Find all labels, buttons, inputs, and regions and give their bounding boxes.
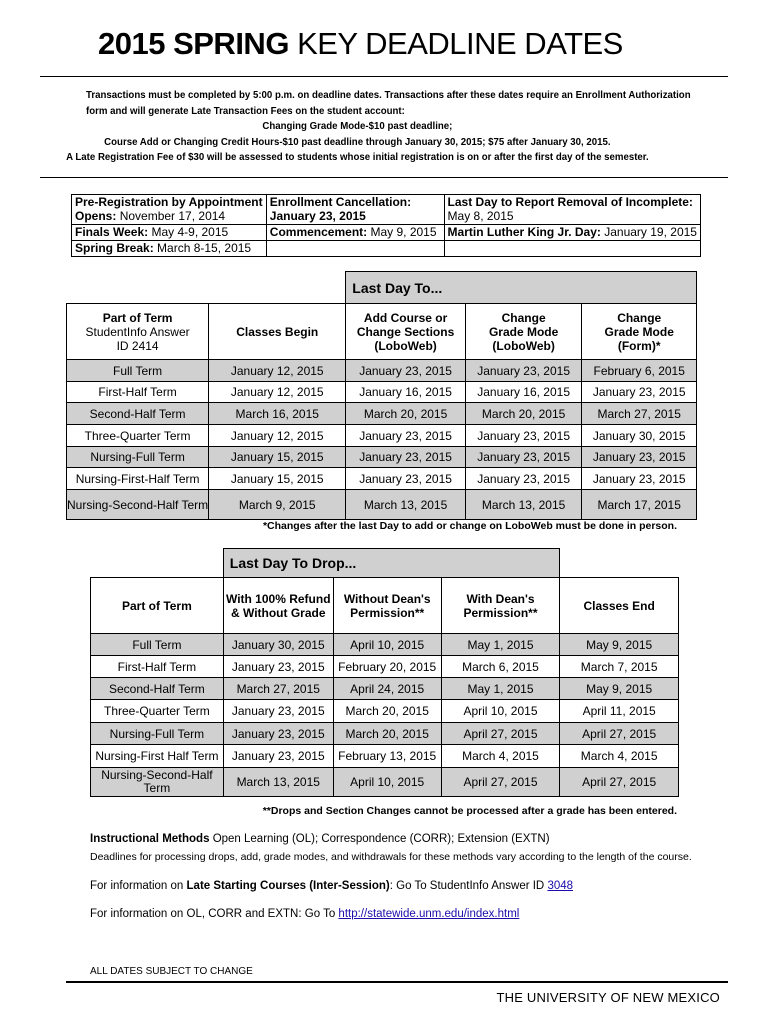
drop-table (90, 548, 679, 797)
date-cell: March 20, 2015 (333, 700, 441, 723)
date-cell: January 16, 2015 (346, 382, 466, 403)
statewide-link[interactable]: http://statewide.unm.edu/index.html (338, 908, 520, 920)
table-row (67, 468, 697, 490)
cancel-cell: Enrollment Cancellation: January 23, 2015 (266, 195, 444, 225)
date-cell: January 15, 2015 (209, 468, 346, 490)
table-row (67, 360, 697, 382)
date-cell: March 27, 2015 (582, 403, 697, 425)
table-row (67, 382, 697, 403)
table-row (91, 768, 679, 797)
instructional-methods: Instructional Methods Open Learning (OL); Correspondence (CORR); Extension (EXTN) (90, 833, 550, 845)
dates-subject-to-change: ALL DATES SUBJECT TO CHANGE (90, 966, 253, 977)
table-row (91, 745, 679, 768)
spring-break-cell: Spring Break: March 8-15, 2015 (72, 241, 267, 257)
add-change-table (66, 271, 697, 520)
title-rest: KEY DEADLINE DATES (297, 26, 623, 61)
date-cell: March 20, 2015 (333, 723, 441, 745)
term-cell: Three-Quarter Term (67, 425, 209, 447)
term-cell: Second-Half Term (67, 403, 209, 425)
date-cell: January 23, 2015 (346, 360, 466, 382)
column-header: Classes Begin (209, 304, 346, 360)
title-bold: 2015 SPRING (98, 26, 289, 61)
date-cell: February 6, 2015 (582, 360, 697, 382)
term-cell: Full Term (91, 634, 224, 656)
date-cell: January 30, 2015 (223, 634, 333, 656)
table-row (91, 656, 679, 678)
date-cell: January 23, 2015 (223, 745, 333, 768)
incomplete-cell: Last Day to Report Removal of Incomplete: May 8, 2015 (444, 195, 700, 225)
date-cell: January 15, 2015 (209, 447, 346, 468)
date-cell: May 1, 2015 (441, 678, 560, 700)
date-cell: January 23, 2015 (346, 468, 466, 490)
date-cell: March 9, 2015 (209, 490, 346, 520)
date-cell: February 13, 2015 (333, 745, 441, 768)
table-row (91, 700, 679, 723)
page-title (98, 26, 623, 62)
date-cell: January 16, 2015 (465, 382, 582, 403)
date-cell: January 23, 2015 (223, 656, 333, 678)
date-cell: March 13, 2015 (465, 490, 582, 520)
term-cell: Full Term (67, 360, 209, 382)
ol-info: For information on OL, CORR and EXTN: Go To http://statewide.unm.edu/index.html (90, 908, 520, 920)
empty-cell (91, 549, 224, 578)
date-cell: January 23, 2015 (223, 723, 333, 745)
finals-cell: Finals Week: May 4-9, 2015 (72, 225, 267, 241)
term-cell: Nursing-Full Term (67, 447, 209, 468)
term-cell: Nursing-First-Half Term (67, 468, 209, 490)
answer-id-link[interactable]: 3048 (547, 880, 574, 892)
term-cell: Nursing-Full Term (91, 723, 224, 745)
date-cell: March 27, 2015 (223, 678, 333, 700)
date-cell: March 17, 2015 (582, 490, 697, 520)
date-cell: May 9, 2015 (560, 678, 679, 700)
term-cell: First-Half Term (91, 656, 224, 678)
column-header: With 100% Refund & Without Grade (223, 578, 333, 634)
column-header: Part of Term StudentInfo Answer ID 2414 (67, 304, 209, 360)
date-cell: January 12, 2015 (209, 382, 346, 403)
date-cell: April 10, 2015 (333, 634, 441, 656)
table2-footnote: **Drops and Section Changes cannot be processed after a grade has been entered. (262, 805, 677, 817)
notice-line-5: A Late Registration Fee of $30 will be assessed to students whose initial registration is on or after the first day of the semester. (66, 151, 649, 163)
date-cell: January 23, 2015 (465, 468, 582, 490)
date-cell: March 4, 2015 (441, 745, 560, 768)
date-cell: March 20, 2015 (346, 403, 466, 425)
date-cell: January 23, 2015 (465, 360, 582, 382)
notice-line-1: Transactions must be completed by 5:00 p.m. on deadline dates. Transactions after these dates require an Enrollment Authorization (86, 89, 691, 101)
column-header: Without Dean's Permission** (333, 578, 441, 634)
date-cell: January 23, 2015 (465, 425, 582, 447)
empty-cell (560, 549, 679, 578)
date-cell: March 16, 2015 (209, 403, 346, 425)
university-name: THE UNIVERSITY OF NEW MEXICO (496, 990, 720, 1005)
date-cell: April 10, 2015 (441, 700, 560, 723)
table-row (67, 447, 697, 468)
table-row (67, 490, 697, 520)
group-header: Last Day To Drop... (223, 549, 560, 578)
methods-note: Deadlines for processing drops, add, grade modes, and withdrawals for these methods vary according to the length of the course. (90, 851, 692, 863)
term-cell: First-Half Term (67, 382, 209, 403)
date-cell: March 7, 2015 (560, 656, 679, 678)
date-cell: January 12, 2015 (209, 360, 346, 382)
date-cell: April 27, 2015 (441, 768, 560, 797)
commencement-cell: Commencement: May 9, 2015 (266, 225, 444, 241)
mlk-cell: Martin Luther King Jr. Day: January 19, 2015 (444, 225, 700, 241)
column-header: Part of Term (91, 578, 224, 634)
date-cell: January 23, 2015 (346, 447, 466, 468)
column-header: Change Grade Mode (Form)* (582, 304, 697, 360)
date-cell: January 23, 2015 (582, 447, 697, 468)
divider-mid (40, 177, 728, 178)
date-cell: May 9, 2015 (560, 634, 679, 656)
key-dates-table (71, 194, 701, 257)
date-cell: January 23, 2015 (346, 425, 466, 447)
late-courses-info: For information on Late Starting Courses (Inter-Session): Go To StudentInfo Answer ID 3048 (90, 880, 574, 892)
empty-cell (444, 241, 700, 257)
date-cell: April 24, 2015 (333, 678, 441, 700)
date-cell: April 11, 2015 (560, 700, 679, 723)
term-cell: Second-Half Term (91, 678, 224, 700)
column-header: Change Grade Mode (LoboWeb) (465, 304, 582, 360)
date-cell: January 23, 2015 (223, 700, 333, 723)
date-cell: April 27, 2015 (560, 723, 679, 745)
date-cell: April 27, 2015 (441, 723, 560, 745)
table-row (91, 634, 679, 656)
column-header: Add Course or Change Sections (LoboWeb) (346, 304, 466, 360)
date-cell: February 20, 2015 (333, 656, 441, 678)
date-cell: January 23, 2015 (582, 382, 697, 403)
date-cell: January 23, 2015 (465, 447, 582, 468)
empty-cell (266, 241, 444, 257)
column-header: Classes End (560, 578, 679, 634)
notice-line-4: Course Add or Changing Credit Hours-$10 past deadline through January 30, 2015; $75 after January 30, 2015. (104, 135, 611, 148)
date-cell: March 4, 2015 (560, 745, 679, 768)
table1-footnote: *Changes after the last Day to add or change on LoboWeb must be done in person. (262, 520, 677, 532)
date-cell: April 10, 2015 (333, 768, 441, 797)
term-cell: Nursing-Second-Half Term (91, 768, 224, 797)
transaction-notice (40, 88, 691, 166)
table-row (91, 723, 679, 745)
divider-footer (66, 981, 728, 983)
date-cell: January 23, 2015 (582, 468, 697, 490)
term-cell: Nursing-Second-Half Term (67, 490, 209, 520)
column-header: With Dean's Permission** (441, 578, 560, 634)
date-cell: May 1, 2015 (441, 634, 560, 656)
date-cell: January 12, 2015 (209, 425, 346, 447)
divider-top (40, 76, 728, 77)
date-cell: January 30, 2015 (582, 425, 697, 447)
term-cell: Three-Quarter Term (91, 700, 224, 723)
table-row (67, 403, 697, 425)
group-header: Last Day To... (346, 272, 697, 304)
table-row (67, 425, 697, 447)
prereg-cell: Pre-Registration by Appointment Opens: November 17, 2014 (72, 195, 267, 225)
notice-line-3: Changing Grade Mode-$10 past deadline; (262, 120, 453, 132)
date-cell: March 13, 2015 (346, 490, 466, 520)
date-cell: March 20, 2015 (465, 403, 582, 425)
table-row (91, 678, 679, 700)
date-cell: March 13, 2015 (223, 768, 333, 797)
date-cell: April 27, 2015 (560, 768, 679, 797)
notice-line-2: form and will generate Late Transaction Fees on the student account: (86, 104, 405, 117)
term-cell: Nursing-First Half Term (91, 745, 224, 768)
empty-cell (67, 272, 346, 304)
date-cell: March 6, 2015 (441, 656, 560, 678)
